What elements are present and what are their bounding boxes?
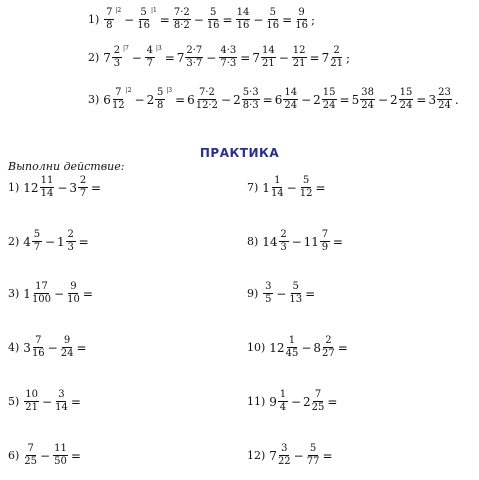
example-2: 2) 7 $\frac{2}{3}$ |7 − $\frac{4}{7}$ |3 = 7 $\frac{2\cdot 7}{3\cdot 7}$ − $\frac{4\cdot 3}{7\cdot 3}$ = 7 $\frac{14}{21}$ − $\frac{12}{21}$ = 7 $\frac{2}{21}$ ; xyxy=(88,45,350,69)
task-label: 1) xyxy=(8,181,20,194)
fraction: $\frac{7\cdot 2}{8\cdot 2}$ xyxy=(173,7,190,31)
task-label: 9) xyxy=(247,287,259,300)
fraction-2: $\frac{5}{77}$ xyxy=(306,443,320,467)
fraction: $\frac{15}{24}$ xyxy=(399,87,413,111)
task-3: 3) 1 $\frac{17}{100}$ − $\frac{9}{10}$ = xyxy=(8,281,93,305)
fraction-1: $\frac{3}{22}$ xyxy=(277,443,291,467)
whole-1: 12 xyxy=(269,340,285,355)
task-label: 2) xyxy=(8,235,20,248)
fraction-1: $\frac{3}{5}$ xyxy=(265,281,272,305)
fraction: $\frac{5}{16}$ xyxy=(137,7,150,31)
task-1: 1) 12 $\frac{11}{14}$ − 3 $\frac{2}{7}$ = xyxy=(8,175,102,199)
fraction-1: $\frac{2}{3}$ xyxy=(280,229,287,253)
fraction-2: $\frac{7}{9}$ xyxy=(321,229,329,253)
fraction: $\frac{38}{24}$ xyxy=(361,87,374,111)
fraction-1: $\frac{1}{45}$ xyxy=(285,335,299,359)
fraction: $\frac{2\cdot 7}{3\cdot 7}$ xyxy=(186,45,203,69)
fraction: $\frac{7}{8}$ xyxy=(106,7,113,31)
fraction-2: $\frac{2}{3}$ xyxy=(67,229,74,253)
whole-2: 11 xyxy=(303,234,319,249)
example-label: 2) xyxy=(88,51,100,64)
task-12: 12) 7 $\frac{3}{22}$ − $\frac{5}{77}$ = xyxy=(247,443,333,467)
fraction-2: $\frac{11}{50}$ xyxy=(54,443,67,467)
fraction: $\frac{5}{16}$ xyxy=(266,7,280,31)
task-8: 8) 14 $\frac{2}{3}$ − 11 $\frac{7}{9}$ = xyxy=(247,229,343,253)
example-label: 3) xyxy=(88,93,100,106)
example-1: 1) $\frac{7}{8}$ |2 − $\frac{5}{16}$ |1 = $\frac{7\cdot 2}{8\cdot 2}$ − $\frac{5}{16}$ = $\frac{14}{16}$ − $\frac{5}{16}$ = $\frac{9}{16}$ ; xyxy=(88,7,315,31)
fraction-1: $\frac{5}{7}$ xyxy=(33,229,41,253)
whole-1: 12 xyxy=(23,180,39,195)
fraction: $\frac{5\cdot 3}{8\cdot 3}$ xyxy=(242,87,259,111)
task-label: 10) xyxy=(247,341,266,354)
fraction-1: $\frac{7}{25}$ xyxy=(24,443,38,467)
task-2: 2) 4 $\frac{5}{7}$ − 1 $\frac{2}{3}$ = xyxy=(8,229,89,253)
task-4: 4) 3 $\frac{7}{16}$ − $\frac{9}{24}$ = xyxy=(8,335,87,359)
fraction: $\frac{2}{21}$ xyxy=(330,45,343,69)
fraction-2: $\frac{5}{12}$ xyxy=(299,175,313,199)
whole-2: 8 xyxy=(313,340,322,355)
fraction-1: $\frac{7}{16}$ xyxy=(31,335,45,359)
fraction-2: $\frac{2}{27}$ xyxy=(322,335,335,359)
fraction: $\frac{14}{24}$ xyxy=(284,87,298,111)
fraction: $\frac{15}{24}$ xyxy=(322,87,336,111)
fraction-2: $\frac{3}{14}$ xyxy=(55,389,68,413)
fraction: $\frac{23}{24}$ xyxy=(438,87,451,111)
whole-1: 1 xyxy=(262,180,270,195)
section-title: ПРАКТИКА xyxy=(199,146,280,160)
task-7: 7) 1 $\frac{1}{14}$ − $\frac{5}{12}$ = xyxy=(247,175,326,199)
whole-1: 14 xyxy=(262,234,278,249)
fraction-2: $\frac{2}{7}$ xyxy=(79,175,87,199)
whole-1: 1 xyxy=(23,286,31,301)
fraction: $\frac{7}{12}$ xyxy=(111,87,125,111)
instruction-text: Выполни действие: xyxy=(8,160,125,173)
fraction: $\frac{2}{3}$ xyxy=(113,45,121,69)
fraction-2: $\frac{9}{24}$ xyxy=(60,335,74,359)
fraction-1: $\frac{1}{4}$ xyxy=(279,389,287,413)
fraction: $\frac{5}{16}$ xyxy=(206,7,220,31)
example-label: 1) xyxy=(88,13,100,26)
fraction-2: $\frac{5}{13}$ xyxy=(289,281,303,305)
fraction-1: $\frac{1}{14}$ xyxy=(270,175,284,199)
fraction-2: $\frac{9}{10}$ xyxy=(67,281,80,305)
whole-1: 3 xyxy=(23,340,31,355)
task-label: 5) xyxy=(8,395,20,408)
fraction: $\frac{9}{16}$ xyxy=(295,7,308,31)
fraction-2: $\frac{7}{25}$ xyxy=(311,389,325,413)
whole-1: 4 xyxy=(23,234,31,249)
task-label: 11) xyxy=(247,395,266,408)
fraction: $\frac{4\cdot 3}{7\cdot 3}$ xyxy=(220,45,237,69)
task-10: 10) 12 $\frac{1}{45}$ − 8 $\frac{2}{27}$ = xyxy=(247,335,348,359)
fraction: $\frac{14}{16}$ xyxy=(236,7,250,31)
fraction-1: $\frac{17}{100}$ xyxy=(31,281,52,305)
example-3: 3) 6 $\frac{7}{12}$ |2 − 2 $\frac{5}{8}$ |3 = 6 $\frac{7\cdot 2}{12\cdot 2}$ − 2 $\frac{5\cdot 3}{8\cdot 3}$ = 6 $\frac{14}{24}$ − 2 $\frac{15}{24}$ = 5 $\frac{38}{24}$ − 2 $\frac{15}{24}$ = 3 $\frac{23}{24}$ . xyxy=(88,87,459,111)
fraction-1: $\frac{11}{14}$ xyxy=(40,175,54,199)
whole-1: 9 xyxy=(269,394,277,409)
task-5: 5) $\frac{10}{21}$ − $\frac{3}{14}$ = xyxy=(8,389,81,413)
whole-1: 7 xyxy=(269,448,277,463)
fraction: $\frac{5}{8}$ xyxy=(157,87,164,111)
whole-2: 3 xyxy=(69,180,78,195)
fraction: $\frac{4}{7}$ xyxy=(146,45,154,69)
task-label: 4) xyxy=(8,341,20,354)
task-label: 6) xyxy=(8,449,20,462)
task-11: 11) 9 $\frac{1}{4}$ − 2 $\frac{7}{25}$ = xyxy=(247,389,338,413)
fraction-1: $\frac{10}{21}$ xyxy=(25,389,39,413)
fraction: $\frac{12}{21}$ xyxy=(292,45,306,69)
whole-2: 2 xyxy=(303,394,311,409)
task-label: 8) xyxy=(247,235,259,248)
fraction: $\frac{7\cdot 2}{12\cdot 2}$ xyxy=(195,87,219,111)
task-label: 12) xyxy=(247,449,266,462)
task-label: 3) xyxy=(8,287,20,300)
task-6: 6) $\frac{7}{25}$ − $\frac{11}{50}$ = xyxy=(8,443,81,467)
task-9: 9) $\frac{3}{5}$ − $\frac{5}{13}$ = xyxy=(247,281,316,305)
task-label: 7) xyxy=(247,181,259,194)
whole-2: 1 xyxy=(57,234,65,249)
fraction: $\frac{14}{21}$ xyxy=(261,45,275,69)
